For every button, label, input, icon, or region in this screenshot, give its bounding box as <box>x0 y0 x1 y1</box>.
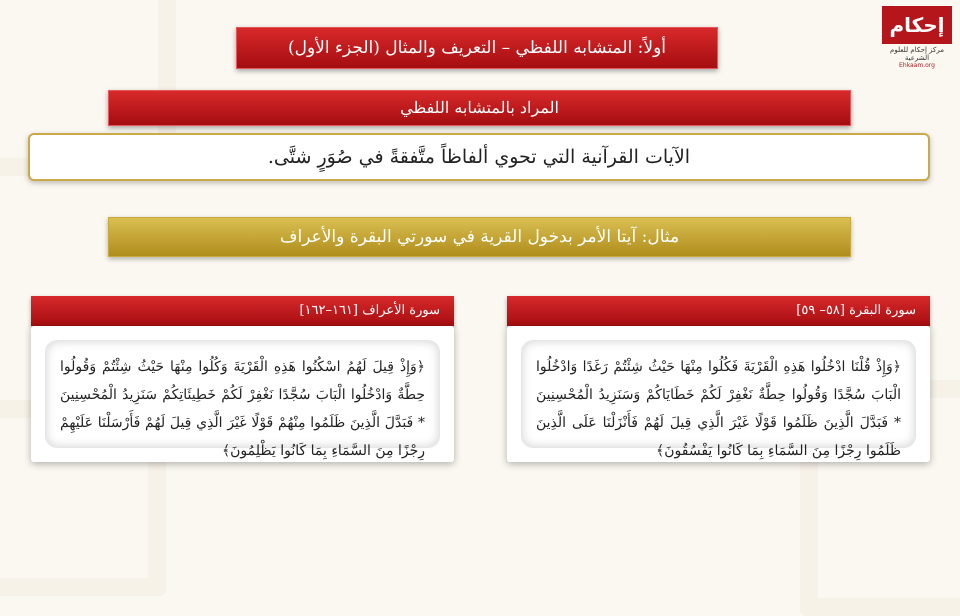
card-baqarah-title: سورة البقرة [٥٨– ٥٩] <box>507 296 930 326</box>
slide-title: أولاً: المتشابه اللفظي – التعريف والمثال (الجزء الأول) <box>236 27 718 69</box>
card-baqarah-verse: ﴿وَإِذْ قُلْنَا ادْخُلُوا هَذِهِ الْقَرْيَةَ فَكُلُوا مِنْهَا حَيْثُ شِئْتُمْ رَغَدًا وَادْخُلُوا الْبَابَ سُجَّدًا وَقُولُوا حِطَّةٌ نَغْفِرْ لَكُمْ خَطَايَاكُمْ وَسَنَزِيدُ الْمُحْسِنِينَ * فَبَدَّلَ الَّذِينَ ظَلَمُوا قَوْلًا غَيْرَ الَّذِي قِيلَ لَهُمْ فَأَنْزَلْنَا عَلَى الَّذِينَ ظَلَمُوا رِجْزًا مِنَ السَّمَاءِ بِمَا كَانُوا يَفْسُقُونَ﴾ <box>521 340 916 448</box>
card-araf-verse: ﴿وَإِذْ قِيلَ لَهُمُ اسْكُنُوا هَذِهِ الْقَرْيَةَ وَكُلُوا مِنْهَا حَيْثُ شِئْتُمْ وَقُولُوا حِطَّةٌ وَادْخُلُوا الْبَابَ سُجَّدًا نَغْفِرْ لَكُمْ خَطِيئَاتِكُمْ سَنَزِيدُ الْمُحْسِنِينَ * فَبَدَّلَ الَّذِينَ ظَلَمُوا مِنْهُمْ قَوْلًا غَيْرَ الَّذِي قِيلَ لَهُمْ فَأَرْسَلْنَا عَلَيْهِمْ رِجْزًا مِنَ السَّمَاءِ بِمَا كَانُوا يَظْلِمُونَ﴾ <box>45 340 440 448</box>
logo-tagline: Ehkaam.org <box>899 62 935 69</box>
logo <box>878 6 956 69</box>
definition-text: الآيات القرآنية التي تحوي ألفاظاً متَّفقةً في صُوَرٍ شتَّى. <box>28 133 930 181</box>
card-baqarah <box>507 326 930 462</box>
card-araf-title: سورة الأعراف [١٦١–١٦٢] <box>31 296 454 326</box>
logo-mark: إحكام <box>882 6 952 44</box>
logo-subtitle: مركز إحكام للعلوم الشرعية <box>890 46 944 62</box>
definition-heading: المراد بالمتشابه اللفظي <box>108 90 851 126</box>
example-heading: مثال: آيتا الأمر بدخول القرية في سورتي البقرة والأعراف <box>108 217 851 257</box>
card-araf <box>31 326 454 462</box>
